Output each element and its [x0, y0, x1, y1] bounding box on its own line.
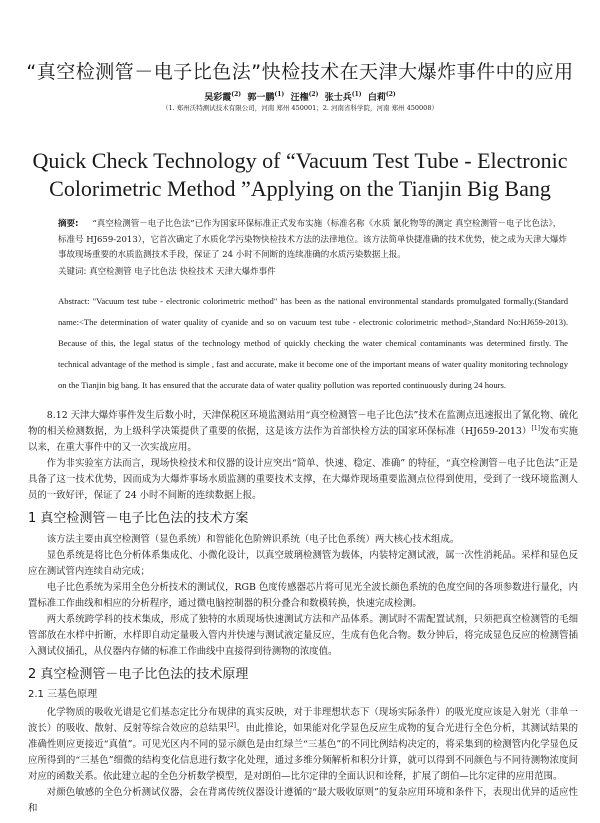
abstract-en — [58, 291, 568, 396]
keywords-cn-label: 关键词: — [58, 266, 87, 277]
abstract-cn-label: 摘要: — [58, 219, 79, 229]
abstract-en-text: "Vacuum test tube - electronic colorimetric method" has been as the national environmental standards promulgated formally.(Standard name:<The determination of water quality of cyanide and so on vacuum test tube - electronic colorimetric method>,Standard No:HJ659-2013). Because of this, the legal status of the technology method of quickly checking the water chemical contaminants was determined firstly. The technical advantage of the method is simple , fast and accurate, make it become one of the important means of water quality monitoring technology on the Tianjin big bang. It has ensured that the accurate data of water quality pollution was reported continuously during 24 hours. — [58, 295, 568, 390]
author: 张士兵$^{(1)}$ — [324, 91, 362, 103]
paragraph: 对颜色敏感的全色分析测试仪器，会在背离传统仪器设计遵循的“最大吸收原则”的复杂应用环境和条件下，表现出优异的适应性和 — [28, 786, 578, 814]
paragraph: 化学物质的吸收光谱是它们基态定比分布规律的真实反映，对于非理想状态下（现场实际条件）的吸光度应该是入射光（非单一波长）的吸收、散射、反射等综合效应的总结果[2]。由此推论，如果能对化学显色反应生成物的复合光进行全色分析，其测试结果的准确性则应更接近“真值”。可见光区内不同的显示颜色是由红绿兰“三基色”的不同比例结构决定的，将采集到的检测管内化学显色反应所得到的“三基色”细微的结构变化信息进行数字化处理，通过多维分频解析和积分计算，就可以得到不同颜色与不同待测物浓度间对应的函数关系。依此建立起的全色分析数学模型，是对朗伯—比尔定律的全面认识和诠释，扩展了朗伯—比尔定律的应用范围。 — [28, 706, 578, 782]
keywords-cn-text: 真空检测管 电子比色法 快检技术 天津大爆炸事件 — [89, 266, 276, 277]
subsection-heading: 2.1 三基色原理 — [28, 688, 98, 700]
paper-title-en: Quick Check Technology of “Vacuum Test Tube - Electronic Colorimetric Method ”Applying on the Tianjin Big Bang — [32, 148, 568, 201]
keywords-cn — [58, 266, 568, 279]
author-list — [0, 92, 600, 104]
affiliation: （1. 郑州沃特测试技术有限公司，河南 郑州 450001；2. 河南省科学院，河南 郑州 450008） — [162, 104, 438, 112]
section-1-body — [28, 532, 578, 660]
paper-title-cn: “真空检测管－电子比色法”快检技术在天津大爆炸事件中的应用 — [26, 61, 574, 83]
citation: [2] — [227, 721, 236, 729]
paragraph: 显色系统是将比色分析体系集成化、小微化设计，以真空玻璃检测管为载体，内装特定测试液，属一次性消耗品。采样和显色反应在测试管内连续自动完成； — [28, 549, 578, 577]
paragraph: 电子比色系统为采用全色分析技术的测试仪，RGB 色度传感器芯片将可见光全波长颜色系统的色度空间的各项参数进行量化，内置标准工作曲线和相应的分析程序，通过微电脑控制器的积分叠合和数模转换，快速完成检测。 — [28, 581, 578, 609]
author: 郭一鹏$^{(1)}$ — [247, 91, 285, 103]
paragraph: 两大系统跨学科的技术集成，形成了独特的水质现场快速测试方法和产品体系。测试时不需配置试剂，只须把真空检测管的毛细管部放在水样中折断，水样即自动定量吸入管内并快速与测试液定量反应，生成有色化合物。数分钟后，将完成显色反应的检测管插入测试仪插孔，从仪器内存储的标准工作曲线中直接得到待测物的浓度值。 — [28, 613, 578, 657]
abstract-cn-text: “真空检测管－电子比色法”已作为国家环保标准正式发布实施（标准名称《水质 氰化物等的测定 真空检测管－电子比色法》，标准号 HJ659-2013），它首次确定了水质化学污染物快检技术方法的法律地位。该方法简单快捷准确的技术优势，使之成为天津大爆炸事故现场重要的水质监测技术手段，保证了 24 小时不间断的连续准确的水质污染数据上报。 — [58, 219, 568, 260]
author: 吴彩霞$^{(2)}$ — [204, 91, 242, 103]
citation: [1] — [531, 424, 540, 432]
introduction — [28, 408, 578, 504]
paragraph: 作为非实验室方法而言，现场快检技术和仪器的设计应突出“简单、快速、稳定、准确” 的特征，“真空检测管－电子比色法”正是具备了这一技术优势，因而成为大爆炸事场水质监测的重要技术支撑，在大爆炸现场重要监测点位得到使用，受到了一线环境监测人员的一致好评，保证了 24 小时不间断的连续数据上报。 — [28, 457, 578, 501]
section-heading: 2 真空检测管－电子比色法的技术原理 — [28, 666, 249, 682]
paragraph: 该方法主要由真空检测管（显色系统）和智能化色阶辨识系统（电子比色系统）两大核心技术组成。 — [46, 533, 460, 545]
abstract-en-label: Abstract: — [58, 295, 90, 306]
section-2-1-body — [28, 705, 578, 817]
abstract-cn — [58, 217, 568, 264]
author: 汪権$^{(2)}$ — [290, 91, 319, 103]
paragraph: 8.12 天津大爆炸事件发生后数小时，天津保税区环境监测站用“真空检测管－电子比色法”技术在监测点迅速报出了氰化物、硫化物的相关检测数据，为上级科学决策提供了重要的依据，这是该方法作为首部快检方法的国家环保标准（HJ659-2013）[1]发布实施以来，在重大事件中的又一次实战应用。 — [28, 409, 578, 453]
author: 白莉$^{(2)}$ — [367, 91, 396, 103]
section-heading: 1 真空检测管－电子比色法的技术方案 — [28, 510, 249, 526]
